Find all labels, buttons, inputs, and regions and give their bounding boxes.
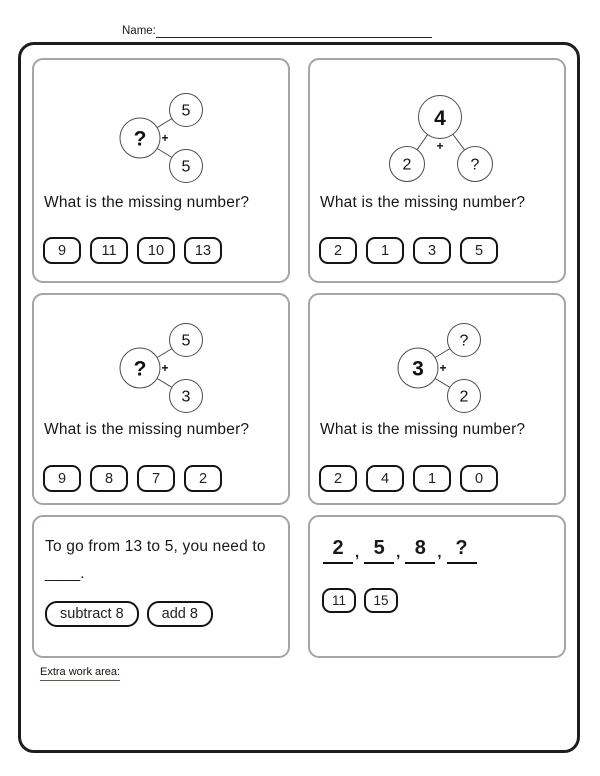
choice-button[interactable]: 13 [184,237,222,264]
answer-choices [43,465,222,492]
choice-button[interactable]: 0 [460,465,498,492]
number-sequence [323,537,477,564]
problem-panel-4 [308,293,566,505]
number-bond-diagram [88,306,258,418]
choice-button[interactable]: 11 [90,237,128,264]
answer-choices [319,465,498,492]
sequence-value: 2 [323,537,353,564]
choice-button[interactable]: 11 [322,588,356,613]
choice-button[interactable]: 10 [137,237,175,264]
answer-choices [322,588,398,613]
number-bond-diagram [88,76,258,188]
bond-part-value: 3 [181,388,191,406]
choice-button[interactable]: 1 [413,465,451,492]
name-label: Name: [122,25,156,37]
choice-button[interactable]: subtract 8 [45,601,139,627]
problem-panel-2 [308,58,566,283]
choice-button[interactable]: 9 [43,465,81,492]
bond-whole-value: 3 [412,357,424,381]
choice-button[interactable]: 8 [90,465,128,492]
number-bond-diagram [355,85,525,185]
choice-button[interactable]: 1 [366,237,404,264]
bond-whole-value: 4 [434,107,446,130]
choice-button[interactable]: 2 [319,237,357,264]
bond-part-value: 5 [181,332,191,350]
word-problem-blank: ____. [45,565,85,582]
choice-button[interactable]: 2 [319,465,357,492]
answer-choices [43,237,222,264]
answer-choices [319,237,498,264]
word-problem-text [45,533,266,587]
bond-whole-value: ? [133,127,147,151]
choice-button[interactable]: 5 [460,237,498,264]
problem-panel-3 [32,293,290,505]
number-bond-diagram [366,306,536,418]
sequence-separator: , [396,544,401,561]
question-text: What is the missing number? [44,194,250,211]
problem-panel-1 [32,58,290,283]
plus-operator-icon: + [439,361,447,375]
bond-part-value: 2 [459,388,469,406]
question-text: What is the missing number? [320,421,526,438]
choice-button[interactable]: 9 [43,237,81,264]
bond-part-value: ? [470,156,480,174]
sequence-value: 5 [364,537,394,564]
choice-button[interactable]: 2 [184,465,222,492]
question-text: What is the missing number? [44,421,250,438]
choice-button[interactable]: 7 [137,465,175,492]
bond-part-value: 5 [181,158,191,176]
plus-operator-icon: + [161,361,169,375]
extra-work-area-label: Extra work area: [40,666,120,681]
word-problem-line1: To go from 13 to 5, you need to [45,538,266,555]
plus-operator-icon: + [161,131,169,145]
problem-panel-6 [308,515,566,658]
plus-operator-icon: + [436,139,444,153]
sequence-missing-value: ? [447,537,477,564]
bond-part-value: 5 [181,102,191,120]
choice-button[interactable]: add 8 [147,601,213,627]
answer-choices [45,601,213,627]
bond-part-value: 2 [402,156,412,174]
bond-part-value: ? [459,332,469,350]
choice-button[interactable]: 4 [366,465,404,492]
question-text: What is the missing number? [320,194,526,211]
problem-panel-5 [32,515,290,658]
choice-button[interactable]: 3 [413,237,451,264]
choice-button[interactable]: 15 [364,588,398,613]
name-input-line[interactable] [156,22,432,38]
sequence-separator: , [355,544,360,561]
sequence-value: 8 [405,537,435,564]
sequence-separator: , [437,544,442,561]
bond-whole-value: ? [133,357,147,381]
